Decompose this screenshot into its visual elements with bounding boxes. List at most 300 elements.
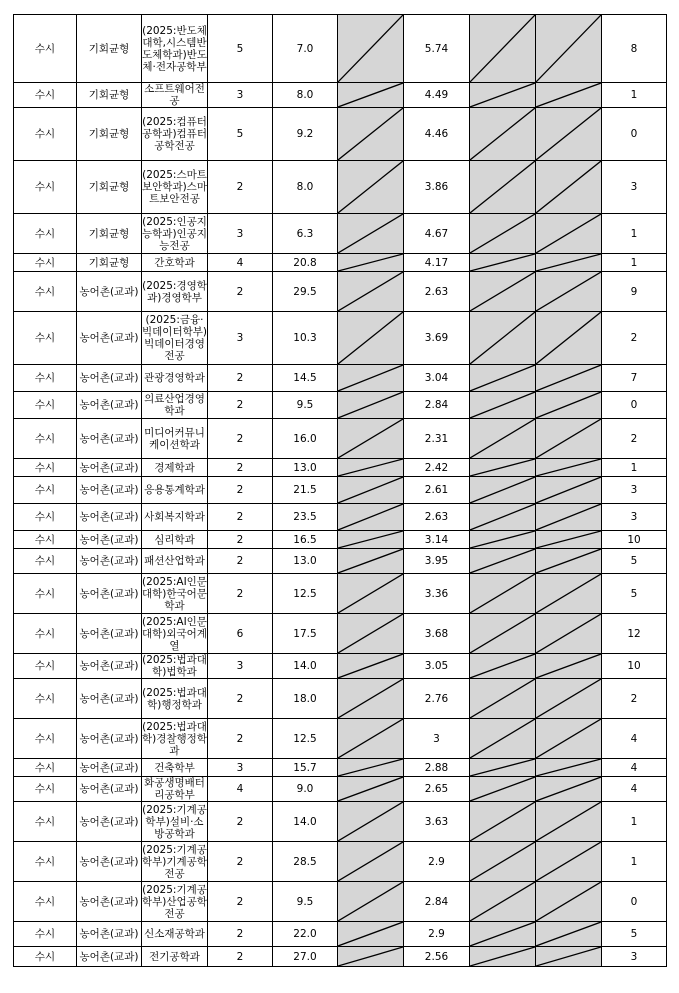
admission-track-cell: 농어촌(교과): [77, 477, 142, 504]
competition-rate-cell: 10.3: [273, 312, 338, 365]
competition-rate-cell: 21.5: [273, 477, 338, 504]
blank-cell-b: [470, 504, 536, 531]
grade-cell: 2.88: [404, 759, 470, 777]
diagonal-slash-icon: [338, 679, 403, 718]
diagonal-slash-icon: [536, 614, 601, 653]
grade-cell: 2.61: [404, 477, 470, 504]
blank-cell-a: [338, 531, 404, 549]
blank-cell-c: [536, 15, 602, 83]
additional-pass-cell: 0: [602, 108, 667, 161]
diagonal-slash-icon: [338, 459, 403, 476]
competition-rate-cell: 23.5: [273, 504, 338, 531]
recruit-count-cell: 2: [208, 392, 273, 419]
grade-cell: 4.46: [404, 108, 470, 161]
blank-cell-b: [470, 679, 536, 719]
blank-cell-c: [536, 392, 602, 419]
blank-cell-c: [536, 719, 602, 759]
diagonal-slash-icon: [338, 83, 403, 107]
diagonal-slash-icon: [338, 947, 403, 966]
major-cell: 신소재공학과: [142, 922, 208, 947]
grade-cell: 3.05: [404, 654, 470, 679]
major-cell: 경제학과: [142, 459, 208, 477]
admission-track-cell: 농어촌(교과): [77, 882, 142, 922]
admission-type-cell: 수시: [14, 549, 77, 574]
diagonal-slash-icon: [470, 108, 535, 160]
competition-rate-cell: 14.5: [273, 365, 338, 392]
competition-rate-cell: 12.5: [273, 574, 338, 614]
blank-cell-a: [338, 15, 404, 83]
blank-cell-c: [536, 777, 602, 802]
blank-cell-c: [536, 419, 602, 459]
diagonal-slash-icon: [536, 419, 601, 458]
blank-cell-a: [338, 719, 404, 759]
admission-type-cell: 수시: [14, 254, 77, 272]
blank-cell-c: [536, 312, 602, 365]
additional-pass-cell: 3: [602, 504, 667, 531]
admission-type-cell: 수시: [14, 802, 77, 842]
admission-type-cell: 수시: [14, 777, 77, 802]
admission-track-cell: 농어촌(교과): [77, 842, 142, 882]
grade-cell: 3: [404, 719, 470, 759]
table-row: [14, 477, 667, 504]
major-cell: 간호학과: [142, 254, 208, 272]
additional-pass-cell: 1: [602, 214, 667, 254]
competition-rate-cell: 20.8: [273, 254, 338, 272]
diagonal-slash-icon: [470, 392, 535, 418]
diagonal-slash-icon: [338, 614, 403, 653]
blank-cell-b: [470, 777, 536, 802]
blank-cell-a: [338, 777, 404, 802]
diagonal-slash-icon: [536, 802, 601, 841]
major-cell: 소프트웨어전공: [142, 83, 208, 108]
additional-pass-cell: 2: [602, 419, 667, 459]
additional-pass-cell: 1: [602, 254, 667, 272]
diagonal-slash-icon: [536, 882, 601, 921]
blank-cell-c: [536, 922, 602, 947]
diagonal-slash-icon: [536, 922, 601, 946]
additional-pass-cell: 3: [602, 477, 667, 504]
blank-cell-a: [338, 419, 404, 459]
additional-pass-cell: 2: [602, 312, 667, 365]
admission-track-cell: 농어촌(교과): [77, 272, 142, 312]
blank-cell-b: [470, 719, 536, 759]
diagonal-slash-icon: [338, 574, 403, 613]
diagonal-slash-icon: [470, 679, 535, 718]
grade-cell: 5.74: [404, 15, 470, 83]
diagonal-slash-icon: [338, 15, 403, 82]
blank-cell-a: [338, 477, 404, 504]
diagonal-slash-icon: [536, 777, 601, 801]
blank-cell-b: [470, 214, 536, 254]
blank-cell-a: [338, 802, 404, 842]
major-cell: (2025:스마트보안학과)스마트보안전공: [142, 161, 208, 214]
competition-rate-cell: 9.5: [273, 392, 338, 419]
additional-pass-cell: 1: [602, 83, 667, 108]
admission-type-cell: 수시: [14, 419, 77, 459]
diagonal-slash-icon: [470, 365, 535, 391]
blank-cell-a: [338, 161, 404, 214]
additional-pass-cell: 3: [602, 161, 667, 214]
table-row: [14, 549, 667, 574]
diagonal-slash-icon: [470, 161, 535, 213]
admission-type-cell: 수시: [14, 947, 77, 967]
admission-type-cell: 수시: [14, 842, 77, 882]
blank-cell-c: [536, 83, 602, 108]
blank-cell-b: [470, 549, 536, 574]
recruit-count-cell: 4: [208, 254, 273, 272]
grade-cell: 3.63: [404, 802, 470, 842]
recruit-count-cell: 2: [208, 531, 273, 549]
table-row: [14, 83, 667, 108]
additional-pass-cell: 4: [602, 719, 667, 759]
admission-type-cell: 수시: [14, 759, 77, 777]
blank-cell-c: [536, 947, 602, 967]
blank-cell-c: [536, 549, 602, 574]
major-cell: (2025:기계공학부)설비·소방공학과: [142, 803, 207, 840]
recruit-count-cell: 3: [208, 83, 273, 108]
competition-rate-cell: 14.0: [273, 654, 338, 679]
major-cell: 건축학부: [142, 759, 208, 777]
blank-cell-b: [470, 802, 536, 842]
blank-cell-a: [338, 108, 404, 161]
table-row: [14, 459, 667, 477]
table-row: [14, 504, 667, 531]
competition-rate-cell: 8.0: [273, 161, 338, 214]
diagonal-slash-icon: [470, 922, 535, 946]
competition-rate-cell: 14.0: [273, 802, 338, 842]
admission-track-cell: 기회균형: [77, 254, 142, 272]
diagonal-slash-icon: [470, 947, 535, 966]
diagonal-slash-icon: [536, 214, 601, 253]
diagonal-slash-icon: [536, 719, 601, 758]
admission-track-cell: 농어촌(교과): [77, 679, 142, 719]
blank-cell-a: [338, 312, 404, 365]
additional-pass-cell: 0: [602, 882, 667, 922]
admission-type-cell: 수시: [14, 214, 77, 254]
competition-rate-cell: 18.0: [273, 679, 338, 719]
admission-type-cell: 수시: [14, 654, 77, 679]
diagonal-slash-icon: [338, 254, 403, 271]
additional-pass-cell: 8: [602, 15, 667, 83]
table-row: [14, 312, 667, 365]
recruit-count-cell: 2: [208, 882, 273, 922]
diagonal-slash-icon: [338, 504, 403, 530]
admission-track-cell: 농어촌(교과): [77, 531, 142, 549]
blank-cell-b: [470, 654, 536, 679]
admission-type-cell: 수시: [14, 574, 77, 614]
table-row: [14, 419, 667, 459]
blank-cell-c: [536, 654, 602, 679]
recruit-count-cell: 5: [208, 15, 273, 83]
diagonal-slash-icon: [470, 83, 535, 107]
additional-pass-cell: 2: [602, 679, 667, 719]
blank-cell-a: [338, 922, 404, 947]
diagonal-slash-icon: [536, 759, 601, 776]
diagonal-slash-icon: [470, 614, 535, 653]
admission-type-cell: 수시: [14, 15, 77, 83]
grade-cell: 2.9: [404, 842, 470, 882]
admission-track-cell: 기회균형: [77, 108, 142, 161]
diagonal-slash-icon: [470, 419, 535, 458]
additional-pass-cell: 9: [602, 272, 667, 312]
admission-track-cell: 농어촌(교과): [77, 802, 142, 842]
table-row: [14, 392, 667, 419]
additional-pass-cell: 12: [602, 614, 667, 654]
admission-track-cell: 기회균형: [77, 214, 142, 254]
major-cell: (2025:금융·빅데이터학부)빅데이터경영전공: [142, 312, 208, 365]
diagonal-slash-icon: [338, 214, 403, 253]
blank-cell-b: [470, 947, 536, 967]
admission-type-cell: 수시: [14, 108, 77, 161]
blank-cell-c: [536, 365, 602, 392]
blank-cell-c: [536, 679, 602, 719]
additional-pass-cell: 5: [602, 574, 667, 614]
competition-rate-cell: 12.5: [273, 719, 338, 759]
major-cell: (2025:법과대학)법학과: [142, 654, 207, 678]
recruit-count-cell: 2: [208, 802, 273, 842]
diagonal-slash-icon: [470, 459, 535, 476]
diagonal-slash-icon: [470, 254, 535, 271]
diagonal-slash-icon: [338, 922, 403, 946]
table-row: [14, 719, 667, 759]
admission-results-table: [13, 14, 667, 967]
diagonal-slash-icon: [536, 83, 601, 107]
admission-type-cell: 수시: [14, 83, 77, 108]
major-cell: (2025:AI인문대학)한국어문학과: [142, 575, 207, 612]
additional-pass-cell: 10: [602, 531, 667, 549]
blank-cell-c: [536, 614, 602, 654]
table-row: [14, 802, 667, 842]
table-row: [14, 574, 667, 614]
table-row: [14, 947, 667, 967]
major-cell: (2025:인공지능학과)인공지능전공: [142, 215, 207, 252]
blank-cell-b: [470, 254, 536, 272]
grade-cell: 2.65: [404, 777, 470, 802]
grade-cell: 2.56: [404, 947, 470, 967]
blank-cell-a: [338, 947, 404, 967]
grade-cell: 3.14: [404, 531, 470, 549]
blank-cell-b: [470, 272, 536, 312]
recruit-count-cell: 6: [208, 614, 273, 654]
grade-cell: 2.76: [404, 679, 470, 719]
blank-cell-c: [536, 459, 602, 477]
recruit-count-cell: 2: [208, 459, 273, 477]
diagonal-slash-icon: [338, 312, 403, 364]
diagonal-slash-icon: [470, 477, 535, 503]
major-cell: 미디어커뮤니케이션학과: [142, 419, 208, 459]
additional-pass-cell: 5: [602, 549, 667, 574]
competition-rate-cell: 13.0: [273, 459, 338, 477]
blank-cell-c: [536, 882, 602, 922]
diagonal-slash-icon: [338, 419, 403, 458]
admission-track-cell: 농어촌(교과): [77, 614, 142, 654]
additional-pass-cell: 4: [602, 759, 667, 777]
major-cell: 관광경영학과: [142, 365, 208, 392]
diagonal-slash-icon: [338, 549, 403, 573]
blank-cell-c: [536, 802, 602, 842]
diagonal-slash-icon: [338, 882, 403, 921]
recruit-count-cell: 2: [208, 477, 273, 504]
additional-pass-cell: 1: [602, 459, 667, 477]
blank-cell-b: [470, 882, 536, 922]
blank-cell-a: [338, 272, 404, 312]
blank-cell-b: [470, 922, 536, 947]
competition-rate-cell: 9.5: [273, 882, 338, 922]
admission-track-cell: 농어촌(교과): [77, 419, 142, 459]
diagonal-slash-icon: [536, 272, 601, 311]
diagonal-slash-icon: [536, 842, 601, 881]
blank-cell-c: [536, 214, 602, 254]
blank-cell-a: [338, 654, 404, 679]
admission-track-cell: 농어촌(교과): [77, 654, 142, 679]
admission-track-cell: 농어촌(교과): [77, 459, 142, 477]
competition-rate-cell: 28.5: [273, 842, 338, 882]
grade-cell: 2.84: [404, 392, 470, 419]
recruit-count-cell: 2: [208, 922, 273, 947]
diagonal-slash-icon: [470, 531, 535, 548]
blank-cell-a: [338, 679, 404, 719]
diagonal-slash-icon: [470, 272, 535, 311]
blank-cell-a: [338, 882, 404, 922]
blank-cell-c: [536, 108, 602, 161]
grade-cell: 2.31: [404, 419, 470, 459]
recruit-count-cell: 2: [208, 419, 273, 459]
blank-cell-b: [470, 108, 536, 161]
admission-track-cell: 농어촌(교과): [77, 719, 142, 759]
blank-cell-b: [470, 15, 536, 83]
admission-type-cell: 수시: [14, 679, 77, 719]
recruit-count-cell: 2: [208, 161, 273, 214]
blank-cell-b: [470, 83, 536, 108]
admission-type-cell: 수시: [14, 531, 77, 549]
diagonal-slash-icon: [536, 161, 601, 213]
competition-rate-cell: 27.0: [273, 947, 338, 967]
grade-cell: 3.68: [404, 614, 470, 654]
admission-type-cell: 수시: [14, 312, 77, 365]
major-cell: (2025:경영학과)경영학부: [142, 272, 208, 312]
diagonal-slash-icon: [338, 842, 403, 881]
diagonal-slash-icon: [536, 365, 601, 391]
grade-cell: 4.17: [404, 254, 470, 272]
additional-pass-cell: 7: [602, 365, 667, 392]
table-row: [14, 614, 667, 654]
grade-cell: 2.42: [404, 459, 470, 477]
diagonal-slash-icon: [536, 477, 601, 503]
admission-type-cell: 수시: [14, 882, 77, 922]
major-cell: (2025:기계공학부)산업공학전공: [142, 883, 207, 920]
diagonal-slash-icon: [470, 759, 535, 776]
recruit-count-cell: 2: [208, 504, 273, 531]
diagonal-slash-icon: [338, 802, 403, 841]
blank-cell-b: [470, 842, 536, 882]
grade-cell: 3.69: [404, 312, 470, 365]
grade-cell: 2.84: [404, 882, 470, 922]
blank-cell-a: [338, 759, 404, 777]
admission-track-cell: 농어촌(교과): [77, 504, 142, 531]
blank-cell-b: [470, 419, 536, 459]
diagonal-slash-icon: [338, 365, 403, 391]
blank-cell-b: [470, 574, 536, 614]
blank-cell-a: [338, 549, 404, 574]
diagonal-slash-icon: [338, 531, 403, 548]
blank-cell-a: [338, 574, 404, 614]
grade-cell: 4.67: [404, 214, 470, 254]
table-row: [14, 922, 667, 947]
diagonal-slash-icon: [338, 759, 403, 776]
diagonal-slash-icon: [536, 15, 601, 82]
major-cell: (2025:기계공학부)기계공학전공: [142, 843, 207, 880]
diagonal-slash-icon: [470, 312, 535, 364]
diagonal-slash-icon: [338, 654, 403, 678]
blank-cell-a: [338, 365, 404, 392]
blank-cell-c: [536, 759, 602, 777]
competition-rate-cell: 22.0: [273, 922, 338, 947]
diagonal-slash-icon: [338, 477, 403, 503]
major-cell: 패션산업학과: [142, 549, 208, 574]
blank-cell-b: [470, 161, 536, 214]
major-cell: (2025:컴퓨터공학과)컴퓨터공학전공: [142, 108, 208, 161]
table-row: [14, 108, 667, 161]
admission-track-cell: 농어촌(교과): [77, 759, 142, 777]
admission-track-cell: 농어촌(교과): [77, 549, 142, 574]
diagonal-slash-icon: [338, 777, 403, 801]
diagonal-slash-icon: [536, 459, 601, 476]
admission-type-cell: 수시: [14, 504, 77, 531]
diagonal-slash-icon: [470, 802, 535, 841]
blank-cell-c: [536, 842, 602, 882]
grade-cell: 3.36: [404, 574, 470, 614]
major-cell: 의료산업경영학과: [142, 392, 208, 419]
recruit-count-cell: 3: [208, 654, 273, 679]
major-cell: (2025:반도체대학,시스템반도체학과)반도체·전자공학부: [142, 15, 208, 83]
diagonal-slash-icon: [470, 882, 535, 921]
blank-cell-b: [470, 459, 536, 477]
competition-rate-cell: 6.3: [273, 214, 338, 254]
grade-cell: 4.49: [404, 83, 470, 108]
table-row: [14, 531, 667, 549]
diagonal-slash-icon: [338, 161, 403, 213]
admission-type-cell: 수시: [14, 477, 77, 504]
grade-cell: 3.95: [404, 549, 470, 574]
blank-cell-c: [536, 161, 602, 214]
recruit-count-cell: 2: [208, 549, 273, 574]
competition-rate-cell: 9.2: [273, 108, 338, 161]
admission-type-cell: 수시: [14, 161, 77, 214]
table-row: [14, 842, 667, 882]
grade-cell: 3.04: [404, 365, 470, 392]
blank-cell-a: [338, 842, 404, 882]
diagonal-slash-icon: [536, 531, 601, 548]
admission-type-cell: 수시: [14, 392, 77, 419]
competition-rate-cell: 16.5: [273, 531, 338, 549]
table-row: [14, 777, 667, 802]
diagonal-slash-icon: [470, 777, 535, 801]
table-row: [14, 214, 667, 254]
diagonal-slash-icon: [470, 719, 535, 758]
diagonal-slash-icon: [536, 312, 601, 364]
recruit-count-cell: 5: [208, 108, 273, 161]
competition-rate-cell: 7.0: [273, 15, 338, 83]
grade-cell: 2.63: [404, 504, 470, 531]
admission-track-cell: 농어촌(교과): [77, 777, 142, 802]
diagonal-slash-icon: [338, 719, 403, 758]
diagonal-slash-icon: [470, 214, 535, 253]
diagonal-slash-icon: [470, 842, 535, 881]
additional-pass-cell: 0: [602, 392, 667, 419]
table-row: [14, 161, 667, 214]
competition-rate-cell: 13.0: [273, 549, 338, 574]
table-row: [14, 654, 667, 679]
